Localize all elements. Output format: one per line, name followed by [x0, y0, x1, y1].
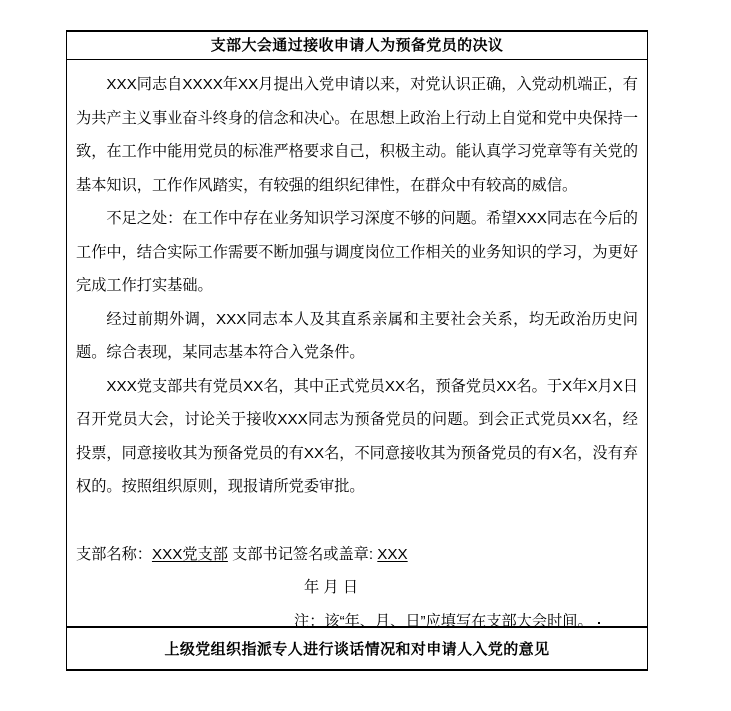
- branch-name-label: 支部名称：: [76, 545, 152, 563]
- paragraph-1: XXX同志自XXXX年XX月提出入党申请以来，对党认识正确，入党动机端正，有为共产主义事业奋斗终身的信念和决心。在思想上政治上行动上自觉和党中央保持一致，在工作中能用党员的标准严格要求自己，积极主动。能认真学习党章等有关党的基本知识，工作作风踏实，有较强的组织纪律性，在群众中有较高的威信。: [76, 76, 638, 194]
- signature-line: [76, 538, 638, 572]
- date-line: 年 月 日: [304, 579, 359, 596]
- page-title: 支部大会通过接收申请人为预备党员的决议: [210, 37, 504, 54]
- paragraph-3: 经过前期外调，XXX同志本人及其直系亲属和主要社会关系，均无政治历史问题。综合表现，某同志基本符合入党条件。: [76, 310, 638, 361]
- branch-name-value: XXX党支部: [151, 545, 228, 563]
- document-body: [67, 60, 647, 669]
- signature-spacer: [76, 504, 638, 538]
- note-trailing-mark: [598, 622, 600, 624]
- paragraph-2: 不足之处：在工作中存在业务知识学习深度不够的问题。希望XXX同志在今后的工作中，结合实际工作需要不断加强与调度岗位工作相关的业务知识的学习，为更好完成工作打实基础。: [76, 210, 638, 294]
- paragraph-4: XXX党支部共有党员XX名，其中正式党员XX名，预备党员XX名。于X年X月X日召开党员大会，讨论关于接收XXX同志为预备党员的问题。到会正式党员XX名，经投票，同意接收其为预备党员的有XX名，不同意接收其为预备党员的有X名，没有弃权的。按照组织原则，现报请所党委审批。: [76, 377, 639, 495]
- note-text: 注：该“年、月、日”应填写在支部大会时间。: [294, 612, 593, 630]
- secretary-signature-value: XXX: [377, 545, 408, 563]
- document-title-row: [67, 32, 647, 60]
- secretary-signature-label: 支部书记签名或盖章:: [232, 545, 374, 563]
- document-frame: [66, 30, 648, 671]
- footer-title-row: [67, 628, 647, 669]
- footer-section-title: 上级党组织指派专人进行谈话情况和对申请人入党的意见: [164, 641, 550, 658]
